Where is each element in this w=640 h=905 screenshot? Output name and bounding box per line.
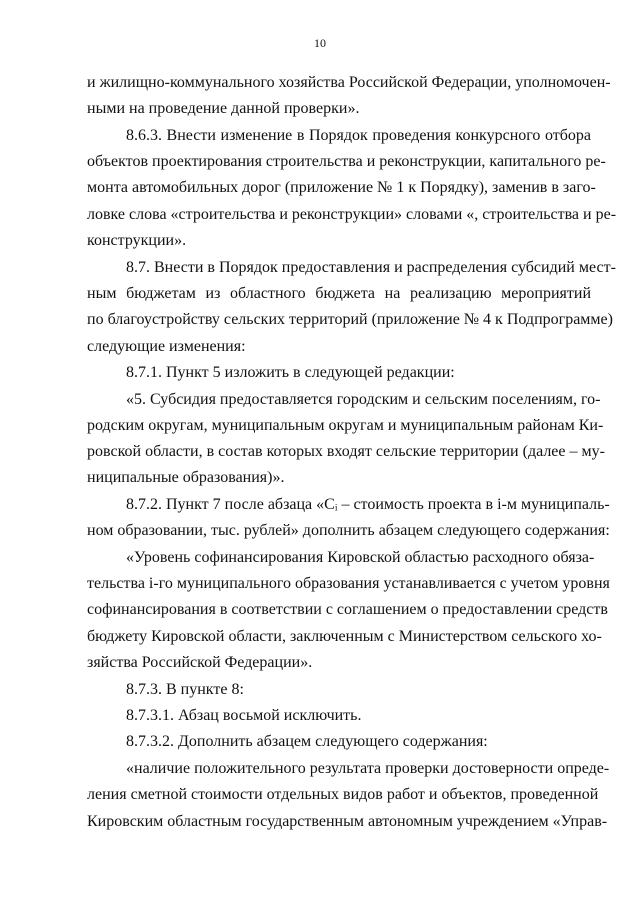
text-line: ными на проведение данной проверки». xyxy=(87,100,360,117)
text-line: конструкции». xyxy=(87,232,187,249)
text-line: 8.6.3. Внести изменение в Порядок проведения конкурсного отбора xyxy=(126,127,591,144)
text-line: 8.7.3.2. Дополнить абзацем следующего содержания: xyxy=(126,733,488,750)
text-line: 8.7. Внести в Порядок предоставления и распределения субсидий мест- xyxy=(126,259,616,276)
text-line: и жилищно-коммунального хозяйства Российской Федерации, уполномочен- xyxy=(87,74,611,91)
text-line: 8.7.3.1. Абзац восьмой исключить. xyxy=(126,707,362,724)
text-line: по благоустройству сельских территорий (приложение № 4 к Подпрограмме) xyxy=(87,311,613,328)
text-line: софинансирования в соответствии с соглашением о предоставлении средств xyxy=(87,601,608,618)
text-line: ления сметной стоимости отдельных видов работ и объектов, проведенной xyxy=(87,786,599,803)
text-line: зяйства Российской Федерации». xyxy=(87,654,313,671)
text-line: следующие изменения: xyxy=(87,338,246,355)
text-line: монта автомобильных дорог (приложение № 1 к Порядку), заменив в заго- xyxy=(87,179,596,196)
text-line: Кировским областным государственным автономным учреждением «Управ- xyxy=(87,813,608,830)
text-line: ловке слова «строительства и реконструкции» словами «, строительства и ре- xyxy=(87,206,617,223)
page-number: 10 xyxy=(314,36,326,50)
text-line: бюджету Кировской области, заключенным с Министерством сельского хо- xyxy=(87,628,602,645)
text-line: 8.7.3. В пункте 8: xyxy=(126,681,244,698)
text-line: 8.7.2. Пункт 7 после абзаца «Сᵢ – стоимость проекта в i-м муниципаль- xyxy=(126,496,610,513)
text-line: «наличие положительного результата проверки достоверности опреде- xyxy=(126,760,610,777)
text-line: «5. Субсидия предоставляется городским и сельским поселениям, го- xyxy=(126,391,601,408)
text-line: объектов проектирования строительства и реконструкции, капитального ре- xyxy=(87,153,606,170)
text-line: ровской области, в состав которых входят сельские территории (далее – му- xyxy=(87,443,605,460)
text-line: ным бюджетам из областного бюджета на реализацию мероприятий xyxy=(87,285,591,302)
text-line: ниципальные образования)». xyxy=(87,469,285,486)
text-line: 8.7.1. Пункт 5 изложить в следующей редакции: xyxy=(126,364,455,381)
text-line: «Уровень софинансирования Кировской областью расходного обяза- xyxy=(126,549,595,566)
text-line: ном образовании, тыс. рублей» дополнить абзацем следующего содержания: xyxy=(87,522,610,539)
text-line: тельства i-го муниципального образования устанавливается с учетом уровня xyxy=(87,575,610,592)
text-line: родским округам, муниципальным округам и муниципальным районам Ки- xyxy=(87,417,604,434)
